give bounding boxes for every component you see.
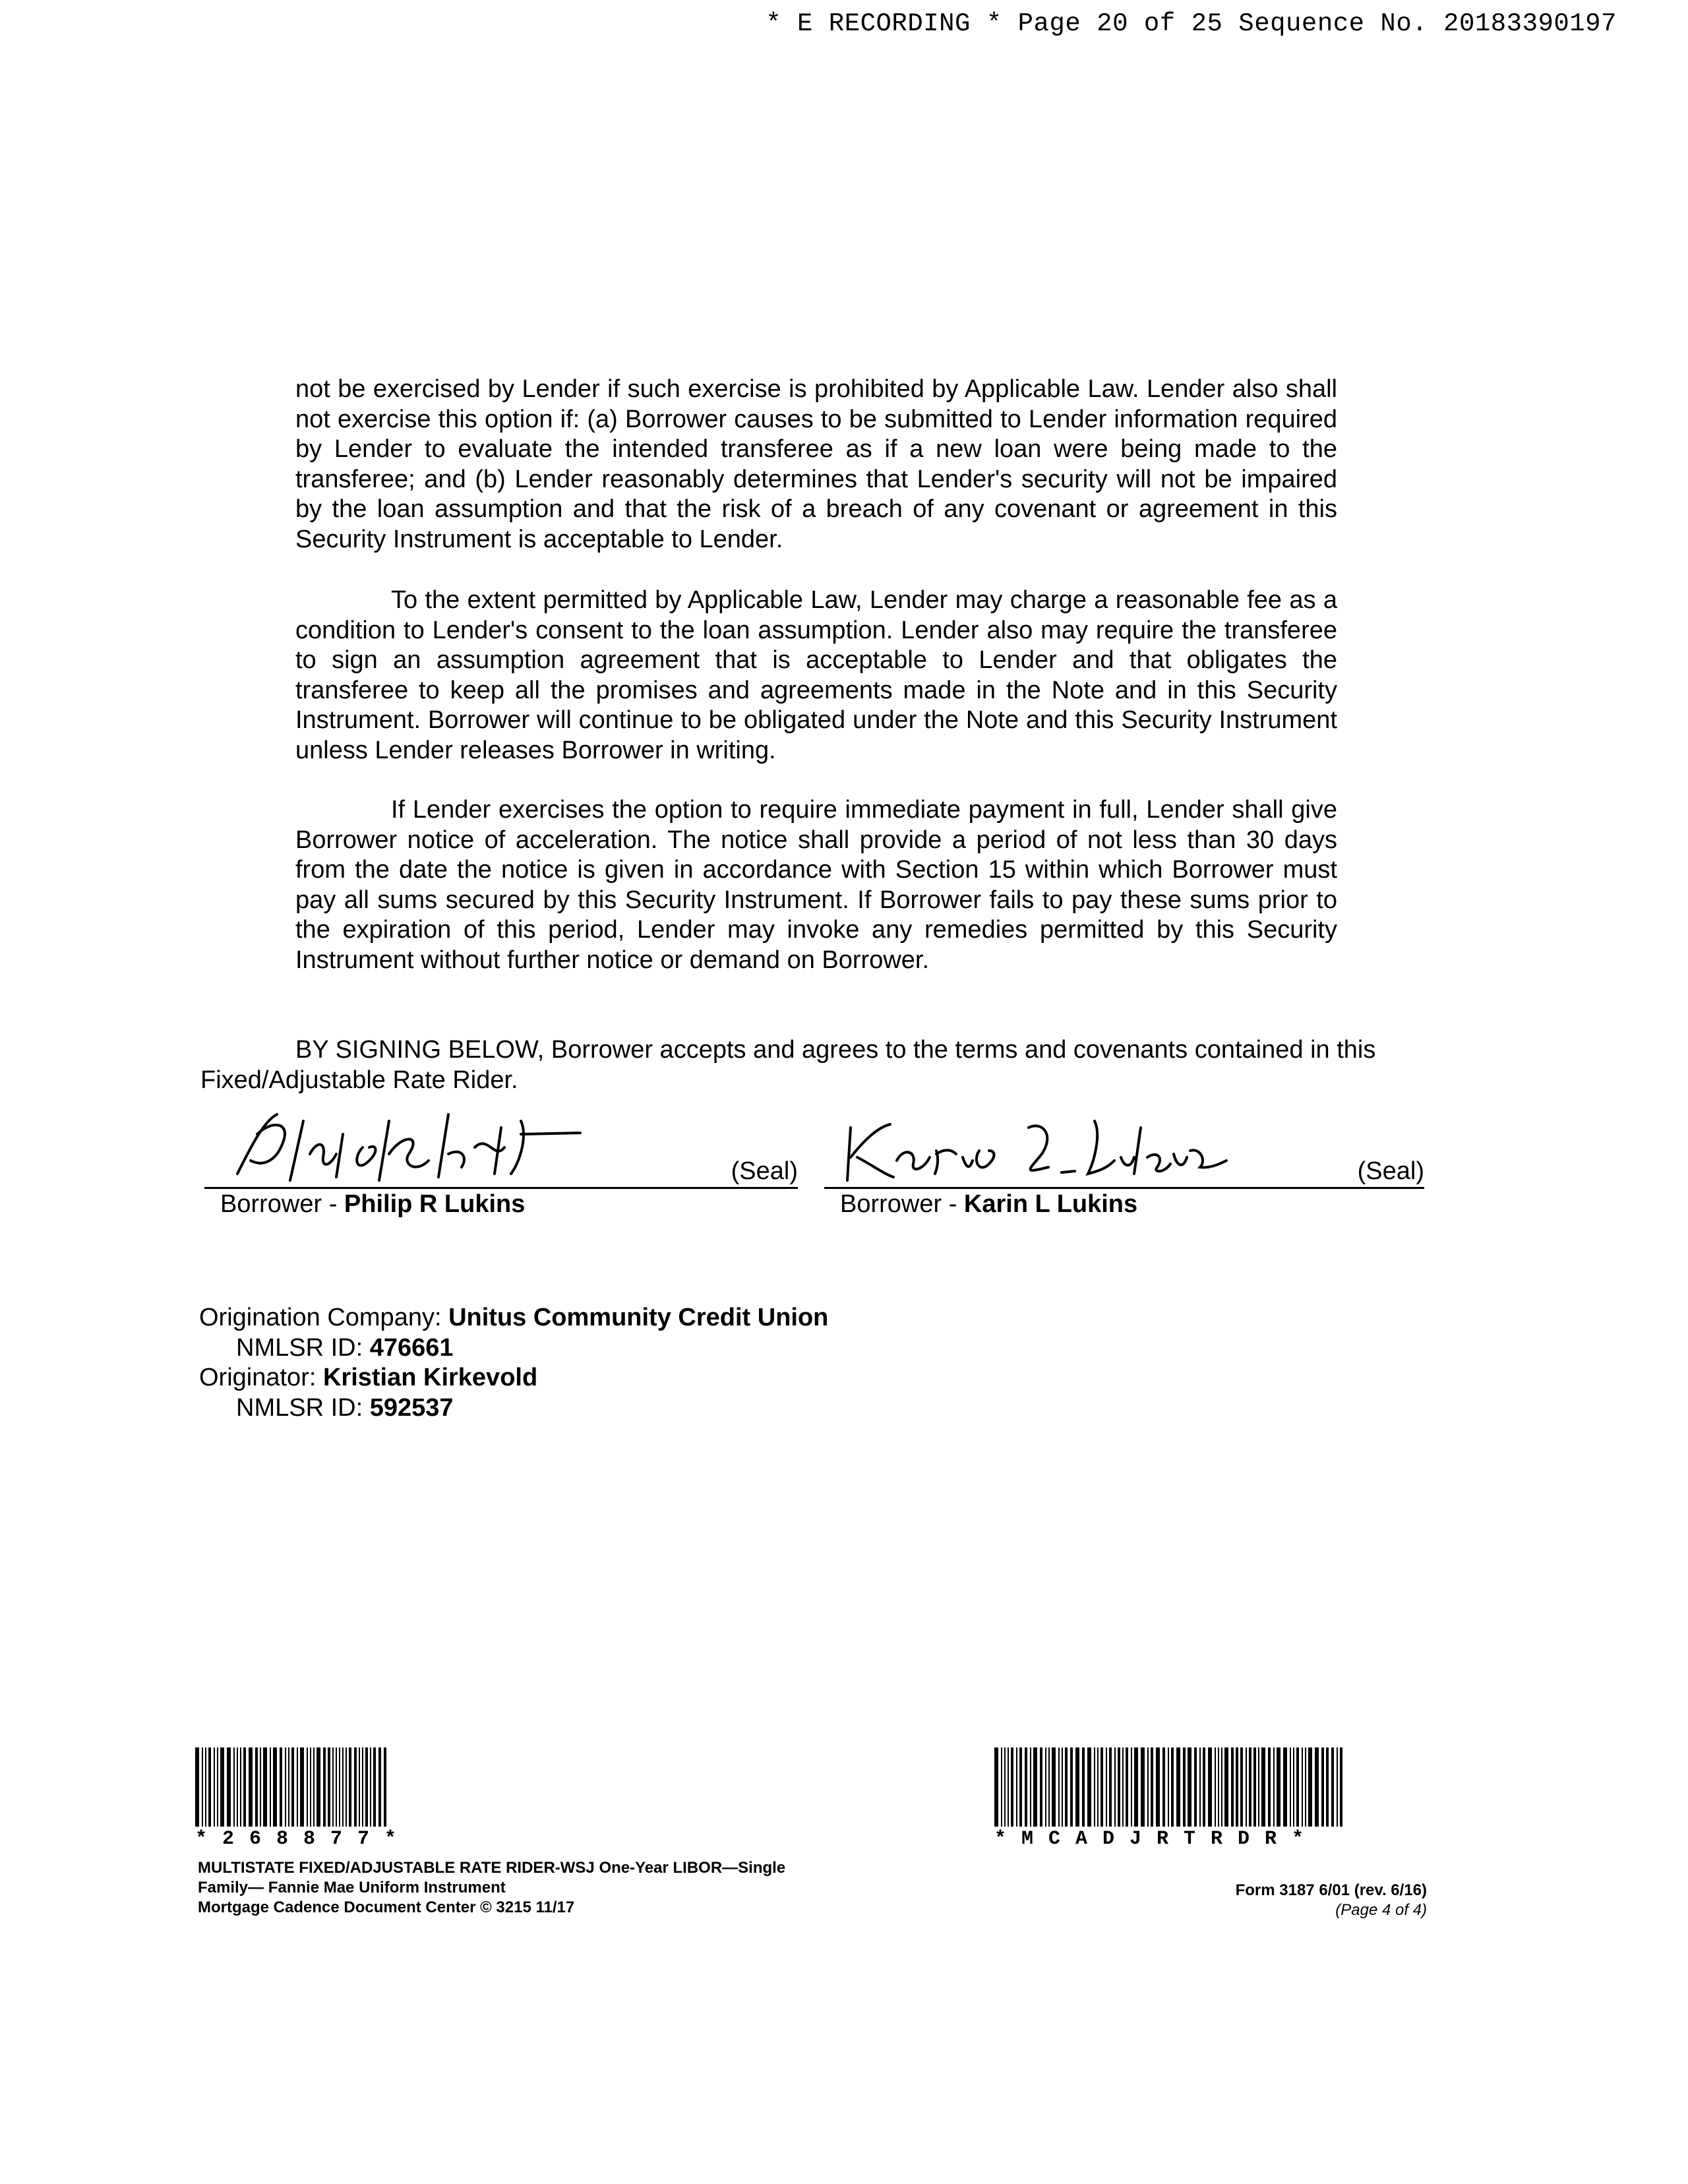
barcode-bar xyxy=(339,1747,340,1827)
barcode-bar xyxy=(1065,1747,1068,1827)
barcode-bar xyxy=(233,1747,235,1827)
barcode-bar xyxy=(1147,1747,1149,1827)
originator-nmlsr-row xyxy=(199,1393,828,1424)
paragraph-text: not be exercised by Lender if such exercise is prohibited by Applicable Law. Lender also shall not exercise this option if: (a) Borrower causes to be submitted to Lender information required by Lender to evaluate the intended transferee as if a new loan were being made to the transferee; and (b) Lender reasonably determines that Lender's security will not be impaired by the loan assumption and that the risk of a breach of any covenant or agreement in this Security Instrument is acceptable to Lender. xyxy=(295,375,1337,553)
barcode-bar xyxy=(208,1747,211,1827)
signature-block-borrower-1 xyxy=(204,1095,798,1219)
barcode-bar xyxy=(1094,1747,1095,1827)
barcode-bar xyxy=(1199,1747,1201,1827)
barcode-bar xyxy=(365,1747,368,1827)
barcode-bar xyxy=(291,1747,294,1827)
barcode-right xyxy=(994,1747,1430,1850)
document-paragraph xyxy=(295,375,1337,555)
barcode-bar xyxy=(300,1747,304,1827)
nmlsr-label: NMLSR ID: xyxy=(236,1333,370,1362)
barcode-bar xyxy=(1126,1747,1128,1827)
barcode-bar xyxy=(378,1747,381,1827)
barcode-bar xyxy=(214,1747,215,1827)
barcode-right-text: *MCADJRTRDR* xyxy=(994,1828,1319,1850)
barcode-bar xyxy=(384,1747,386,1827)
borrower-role: Borrower - xyxy=(220,1190,344,1218)
barcode-bar xyxy=(1183,1747,1186,1827)
barcode-bar xyxy=(1277,1747,1281,1827)
signature-caption xyxy=(824,1190,1424,1219)
barcode-bar xyxy=(217,1747,218,1827)
barcode-bar xyxy=(1058,1747,1060,1827)
barcode-bar xyxy=(1082,1747,1085,1827)
barcode-bar xyxy=(1331,1747,1334,1827)
handwritten-signature-icon xyxy=(831,1095,1240,1187)
barcode-bar xyxy=(1176,1747,1180,1827)
company-label: Origination Company: xyxy=(199,1304,449,1331)
company-name: Unitus Community Credit Union xyxy=(448,1304,829,1331)
barcode-bar xyxy=(1114,1747,1116,1827)
handwritten-signature-icon xyxy=(211,1095,633,1187)
barcode-bar xyxy=(1109,1747,1112,1827)
barcode-bar xyxy=(1290,1747,1291,1827)
barcode-bar xyxy=(1326,1747,1329,1827)
barcode-bar xyxy=(1194,1747,1197,1827)
barcode-bar xyxy=(1087,1747,1091,1827)
barcode-bar xyxy=(336,1747,337,1827)
barcode-bar xyxy=(1062,1747,1063,1827)
barcode-bar xyxy=(1040,1747,1042,1827)
barcode-bar xyxy=(249,1747,253,1827)
barcode-bar xyxy=(243,1747,246,1827)
nmlsr-label: NMLSR ID: xyxy=(236,1393,370,1422)
barcode-bar xyxy=(370,1747,371,1827)
barcode-bar xyxy=(1106,1747,1107,1827)
barcode-bar xyxy=(255,1747,258,1827)
barcode-bar xyxy=(263,1747,267,1827)
barcode-bar xyxy=(1001,1747,1002,1827)
barcode-bar xyxy=(1008,1747,1009,1827)
signing-line-1: BY SIGNING BELOW, Borrower accepts and agrees to the terms and covenants contained in this xyxy=(295,1036,1376,1064)
barcode-bar xyxy=(240,1747,241,1827)
barcode-bar xyxy=(285,1747,286,1827)
barcode-bar xyxy=(349,1747,351,1827)
barcode-bar xyxy=(1048,1747,1050,1827)
barcode-bar xyxy=(288,1747,289,1827)
barcode-bar xyxy=(1016,1747,1017,1827)
barcode-bar xyxy=(1162,1747,1165,1827)
barcode-bar xyxy=(280,1747,282,1827)
paragraph-text: To the extent permitted by Applicable Law, Lender may charge a reasonable fee as a condition to Lender's consent to the loan assumption. Lender also may require the transferee to sign an assumption agreement that is acceptable to Lender and that obligates the transferee to keep all the promises and agreements made in the Note and in this Security Instrument. Borrower will continue to be obligated under the Note and this Security Instrument unless Lender releases Borrower in writing. xyxy=(295,586,1337,764)
barcode-bar xyxy=(1203,1747,1205,1827)
barcode-icon xyxy=(994,1747,1430,1827)
barcode-left xyxy=(195,1747,448,1850)
barcode-bar xyxy=(1246,1747,1247,1827)
seal-label: (Seal) xyxy=(731,1157,798,1185)
borrower-name: Philip R Lukins xyxy=(344,1190,526,1218)
barcode-bar xyxy=(1236,1747,1238,1827)
barcode-bar xyxy=(1052,1747,1056,1827)
barcode-bar xyxy=(260,1747,261,1827)
barcode-bar xyxy=(1025,1747,1027,1827)
barcode-bar xyxy=(237,1747,238,1827)
barcode-bar xyxy=(1268,1747,1271,1827)
barcode-bar xyxy=(1168,1747,1169,1827)
barcode-bar xyxy=(1208,1747,1212,1827)
barcode-bar xyxy=(1004,1747,1006,1827)
barcode-icon xyxy=(195,1747,448,1827)
signing-statement xyxy=(200,1035,1440,1095)
recording-header: * E RECORDING * Page 20 of 25 Sequence No. 20183390197 xyxy=(766,9,1617,38)
barcode-bar xyxy=(1151,1747,1153,1827)
barcode-bar xyxy=(359,1747,360,1827)
barcode-bar xyxy=(313,1747,315,1827)
barcode-bar xyxy=(205,1747,206,1827)
barcode-bar xyxy=(1258,1747,1259,1827)
barcode-bar xyxy=(195,1747,199,1827)
barcode-bar xyxy=(346,1747,347,1827)
form-number: Form 3187 6/01 (rev. 6/16) xyxy=(1235,1881,1427,1899)
barcode-bar xyxy=(1240,1747,1243,1827)
barcode-bar xyxy=(328,1747,330,1827)
footer-line: Family— Fannie Mae Uniform Instrument xyxy=(198,1879,506,1896)
barcode-bar xyxy=(1033,1747,1037,1827)
document-paragraph xyxy=(295,586,1337,766)
barcode-bar xyxy=(994,1747,998,1827)
footer-line: Mortgage Cadence Document Center © 3215 11/17 xyxy=(198,1898,575,1916)
barcode-bar xyxy=(297,1747,298,1827)
originator-name: Kristian Kirkevold xyxy=(322,1364,538,1391)
barcode-bar xyxy=(1293,1747,1294,1827)
seal-label: (Seal) xyxy=(1357,1157,1424,1185)
barcode-bar xyxy=(354,1747,357,1827)
signature-line xyxy=(824,1095,1424,1189)
barcode-bar xyxy=(1340,1747,1342,1827)
barcode-bar xyxy=(342,1747,344,1827)
barcode-bar xyxy=(202,1747,203,1827)
barcode-bar xyxy=(1075,1747,1079,1827)
barcode-bar xyxy=(1045,1747,1046,1827)
barcode-bar xyxy=(362,1747,363,1827)
barcode-bar xyxy=(1273,1747,1275,1827)
barcode-bar xyxy=(1131,1747,1132,1827)
barcode-bar xyxy=(1070,1747,1073,1827)
barcode-bar xyxy=(307,1747,308,1827)
paragraph-text: If Lender exercises the option to require immediate payment in full, Lender shall give Borrower notice of acceleration. The notice shall provide a period of not less than 30 days from the date the notice is given in accordance with Section 15 within which Borrower must pay all sums secured by this Security Instrument. If Borrower fails to pay these sums prior to the expiration of this period, Lender may invoke any remedies permitted by this Security Instrument without further notice or demand on Borrower. xyxy=(295,796,1337,974)
barcode-bar xyxy=(1283,1747,1287,1827)
barcode-bar xyxy=(1302,1747,1303,1827)
barcode-bar xyxy=(227,1747,231,1827)
borrower-name: Karin L Lukins xyxy=(963,1190,1138,1218)
barcode-bar xyxy=(1171,1747,1174,1827)
origination-company-row xyxy=(199,1303,828,1333)
document-paragraph xyxy=(295,795,1337,975)
barcode-bar xyxy=(323,1747,326,1827)
originator-row xyxy=(199,1363,828,1393)
barcode-bar xyxy=(316,1747,320,1827)
barcode-bar xyxy=(373,1747,376,1827)
barcode-bar xyxy=(1249,1747,1251,1827)
company-nmlsr-row xyxy=(199,1333,828,1364)
barcode-bar xyxy=(1224,1747,1228,1827)
footer-line: MULTISTATE FIXED/ADJUSTABLE RATE RIDER-WSJ One-Year LIBOR—Single xyxy=(198,1859,786,1877)
barcode-bar xyxy=(220,1747,224,1827)
barcode-bar xyxy=(332,1747,334,1827)
originator-label: Originator: xyxy=(199,1364,323,1391)
barcode-left-text: *268877* xyxy=(195,1828,412,1850)
signature-caption xyxy=(204,1190,798,1219)
barcode-bar xyxy=(270,1747,271,1827)
barcode-bar xyxy=(1100,1747,1103,1827)
barcode-bar xyxy=(1097,1747,1099,1827)
borrower-role: Borrower - xyxy=(840,1190,964,1218)
barcode-bar xyxy=(1141,1747,1145,1827)
barcode-bar xyxy=(1134,1747,1138,1827)
signature-block-borrower-2 xyxy=(824,1095,1424,1219)
barcode-bar xyxy=(1308,1747,1312,1827)
page-count: (Page 4 of 4) xyxy=(1335,1901,1427,1919)
signing-line-2: Fixed/Adjustable Rate Rider. xyxy=(200,1066,518,1094)
barcode-bar xyxy=(1030,1747,1031,1827)
barcode-bar xyxy=(1305,1747,1306,1827)
nmlsr-id: 592537 xyxy=(369,1393,454,1422)
barcode-bar xyxy=(1218,1747,1219,1827)
barcode-bar xyxy=(1156,1747,1160,1827)
barcode-bar xyxy=(1261,1747,1265,1827)
barcode-bar xyxy=(1315,1747,1319,1827)
form-footer-left xyxy=(198,1858,785,1918)
form-footer-right xyxy=(1236,1881,1427,1920)
barcode-bar xyxy=(1122,1747,1124,1827)
barcode-bar xyxy=(1019,1747,1022,1827)
barcode-bar xyxy=(1337,1747,1338,1827)
barcode-bar xyxy=(1231,1747,1234,1827)
barcode-bar xyxy=(1215,1747,1216,1827)
origination-info xyxy=(199,1303,828,1423)
barcode-bar xyxy=(1253,1747,1256,1827)
barcode-bar xyxy=(1221,1747,1222,1827)
nmlsr-id: 476661 xyxy=(369,1333,454,1362)
barcode-bar xyxy=(1321,1747,1324,1827)
barcode-bar xyxy=(310,1747,311,1827)
barcode-bar xyxy=(1011,1747,1013,1827)
signature-line xyxy=(204,1095,798,1189)
barcode-bar xyxy=(1118,1747,1120,1827)
barcode-bar xyxy=(1296,1747,1299,1827)
barcode-bar xyxy=(273,1747,277,1827)
barcode-bar xyxy=(1188,1747,1191,1827)
